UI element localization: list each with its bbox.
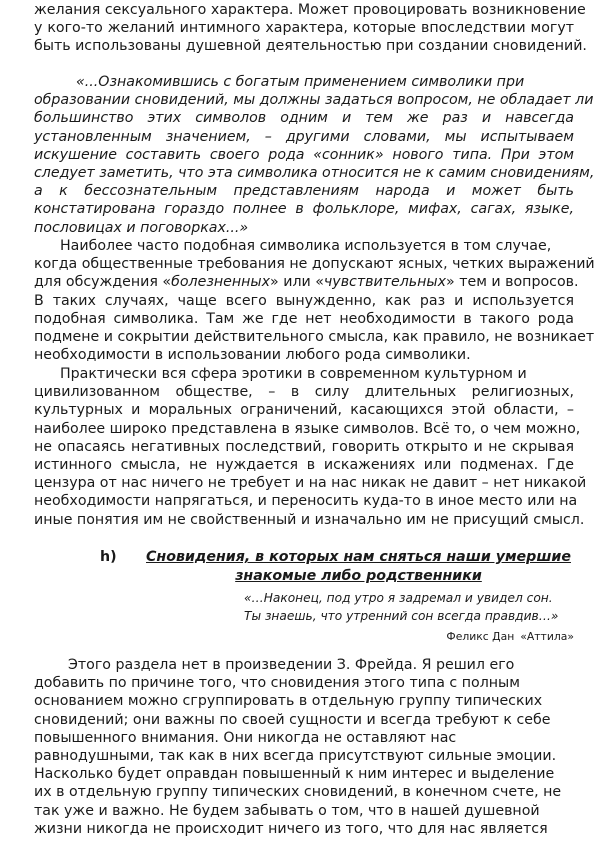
text-line: их в отдельную группу типических сновидений, в конечном счете, не: [34, 784, 562, 801]
text-fragment: » тем и вопросов.: [446, 274, 579, 291]
quote-line: установленным значением, – другими словами, мы испытываем: [34, 128, 574, 145]
text-line: равнодушными, так как в них всегда присутствуют сильные эмоции.: [34, 748, 557, 765]
text-line: быть использованы душевной деятельностью при создании сновидений.: [34, 38, 587, 55]
text-line: Наиболее часто подобная символика используется в том случае,: [60, 238, 552, 254]
section-letter: h): [100, 549, 117, 565]
text-line: В таких случаях, чаще всего вынужденно, как раз и используется: [34, 292, 574, 309]
epigraph-author: Феликс Дан: [446, 630, 515, 643]
quote-line: следует заметить, что эта символика относится не к самим сновидениям,: [34, 165, 595, 182]
quote-line: большинство этих символов одним и тем же раз и навсегда: [34, 110, 574, 127]
text-fragment: » или «: [270, 274, 324, 291]
paragraph-erotica: [34, 365, 587, 529]
text-line: добавить по причине того, что сновидения этого типа с полным: [34, 675, 520, 692]
text-fragment: для обсуждения «: [34, 274, 172, 291]
text-line: иные понятия им не свойственный и изначально им не присущий смысл.: [34, 511, 585, 528]
section-title-line: Сновидения, в которых нам сняться наши умершие: [146, 549, 571, 565]
quote-line: образовании сновидений, мы должны задаться вопросом, не обладает ли: [34, 92, 594, 109]
text-line: Практически вся сфера эротики в современном культурном и: [60, 366, 527, 382]
quote-line: пословицах и поговорках...»: [34, 219, 249, 236]
text-line: у кого-то желаний интимного характера, которые впоследствии могут: [34, 20, 574, 37]
epigraph: [244, 590, 574, 625]
text-line: цивилизованном обществе, – в силу длительных религиозных,: [34, 384, 574, 401]
emphasis-text: чувствительных: [323, 274, 447, 291]
text-line: жизни никогда не происходит ничего из того, что для нас является: [34, 820, 548, 837]
text-line: необходимости напрягаться, и переносить куда-то в иное место или на: [34, 493, 578, 510]
text-line: не опасаясь негативных последствий, говорить открыто и не скрывая: [34, 438, 574, 455]
quote-line: «...Ознакомившись с богатым применением символики при: [76, 74, 525, 90]
quote-line: искушение составить своего рода «сонник» нового типа. При этом: [34, 146, 574, 163]
quote-line: констатирована гораздо полнее в фольклоре, мифах, сагах, языке,: [34, 201, 574, 218]
text-line: наиболее широко представлена в языке символов. Всё то, о чем можно,: [34, 420, 581, 437]
text-line: подобная символика. Там же где нет необходимости в такого рода: [34, 310, 574, 327]
text-line: повышенного внимания. Они никогда не оставляют нас: [34, 729, 457, 746]
text-line: основанием можно сгруппировать в отдельную группу типических: [34, 693, 543, 710]
emphasis-text: болезненных: [171, 274, 271, 291]
paragraph-symbolism: [34, 237, 595, 364]
text-line: цензура от нас ничего не требует и на нас никак не давит – нет никакой: [34, 475, 587, 492]
text-line: культурных и моральных ограничений, касающихся этой области, –: [34, 402, 574, 419]
text-line: необходимости в использовании любого рода символики.: [34, 347, 471, 364]
text-line: желания сексуального характера. Может провоцировать возникновение: [34, 2, 586, 18]
text-line: так уже и важно. Не будем забывать о том, что в нашей душевной: [34, 802, 540, 819]
paragraph-top: [34, 1, 587, 56]
freud-quote: [34, 73, 595, 237]
section-heading: [100, 548, 580, 586]
text-line: истинного смысла, не нуждается в искажениях или подменах. Где: [34, 457, 574, 474]
section-title-line: знакомые либо родственники: [235, 568, 482, 584]
epigraph-attribution: [446, 630, 574, 644]
paragraph-section: [34, 656, 574, 838]
quote-line: а к бессознательным представлениям народа и может быть: [34, 183, 574, 200]
text-line: когда общественные требования не допускают ясных, четких выражений: [34, 256, 595, 273]
epigraph-line: Ты знаешь, что утренний сон всегда правдив…»: [244, 608, 559, 623]
epigraph-line: «…Наконец, под утро я задремал и увидел сон.: [244, 591, 553, 605]
text-line: сновидений; они важны по своей сущности и всегда требуют к себе: [34, 711, 551, 728]
text-line: [34, 273, 579, 291]
epigraph-work: «Аттила»: [520, 630, 574, 643]
text-line: Насколько будет оправдан повышенный к ним интерес и выделение: [34, 766, 555, 783]
text-line: Этого раздела нет в произведении З. Фрейда. Я решил его: [68, 657, 515, 673]
text-line: подмене и сокрытии действительного смысла, как правило, не возникает: [34, 329, 595, 346]
